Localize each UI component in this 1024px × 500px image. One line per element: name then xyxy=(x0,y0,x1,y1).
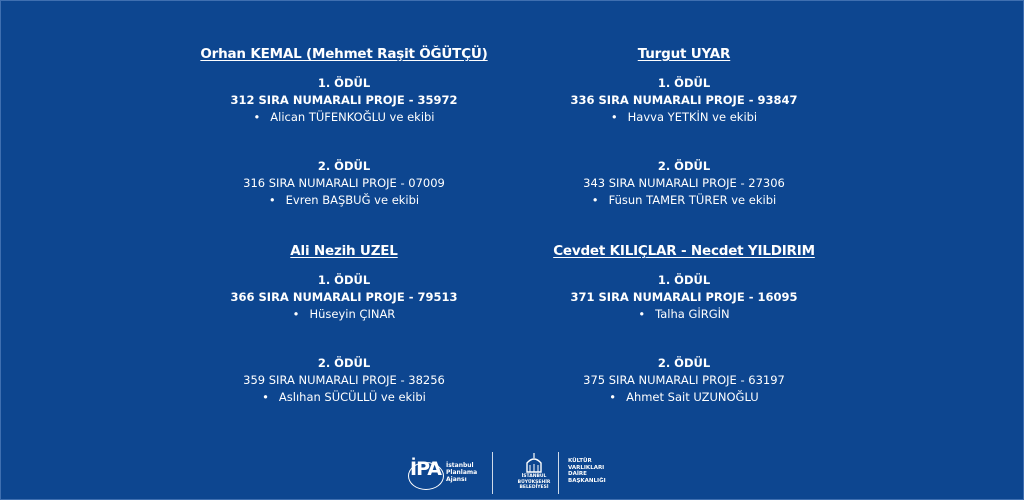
winner-name: • Hüseyin ÇINAR xyxy=(174,306,514,323)
award-label: 2. ÖDÜL xyxy=(657,159,711,173)
block-title: Turgut UYAR xyxy=(637,46,731,62)
kvdb-logo xyxy=(568,458,606,484)
ibb-line: BÜYÜKŞEHİR xyxy=(517,479,551,485)
kvdb-line: VARLIKLARI xyxy=(568,464,605,471)
award-first xyxy=(514,75,854,126)
ipa-line: Ajansı xyxy=(446,476,467,483)
award-second xyxy=(174,158,514,209)
block-title: Orhan KEMAL (Mehmet Raşit ÖĞÜTÇÜ) xyxy=(200,46,488,62)
kvdb-line: DAİRE xyxy=(568,471,587,477)
winner-name: • Talha GİRGİN xyxy=(514,306,854,323)
ipa-name xyxy=(446,462,477,483)
award-block-cevdet-kilinclar xyxy=(514,243,854,406)
award-label: 1. ÖDÜL xyxy=(317,273,371,287)
winner-name: • Havva YETKİN ve ekibi xyxy=(514,109,854,126)
footer-logos xyxy=(410,452,640,494)
award-second xyxy=(174,355,514,406)
project-number: 343 SIRA NUMARALI PROJE - 27306 xyxy=(583,176,785,190)
kvdb-line: KÜLTÜR xyxy=(568,458,592,464)
winner-name: • Füsun TAMER TÜRER ve ekibi xyxy=(514,192,854,209)
winner-name: • Evren BAŞBUĞ ve ekibi xyxy=(174,192,514,209)
winner-name: • Aslıhan SÜCÜLLÜ ve ekibi xyxy=(174,389,514,406)
project-number: 316 SIRA NUMARALI PROJE - 07009 xyxy=(243,176,445,190)
logo-separator xyxy=(558,452,559,494)
ipa-line: Planlama xyxy=(446,469,478,476)
kvdb-line: BAŞKANLIĞI xyxy=(568,477,606,484)
block-title: Cevdet KILIÇLAR - Necdet YILDIRIM xyxy=(553,243,815,259)
ipa-logo xyxy=(410,454,480,492)
ibb-emblem-icon xyxy=(524,452,544,474)
winner-name: • Alican TÜFENKOĞLU ve ekibi xyxy=(174,109,514,126)
award-first xyxy=(174,75,514,126)
project-number: 312 SIRA NUMARALI PROJE - 35972 xyxy=(230,93,458,107)
block-title: Ali Nezih UZEL xyxy=(290,243,398,259)
project-number: 366 SIRA NUMARALI PROJE - 79513 xyxy=(230,290,458,304)
award-block-ali-nezih-uzel xyxy=(174,243,514,406)
award-label: 1. ÖDÜL xyxy=(657,273,711,287)
ibb-line: İSTANBUL xyxy=(521,474,547,479)
project-number: 336 SIRA NUMARALI PROJE - 93847 xyxy=(570,93,798,107)
ibb-line: BELEDİYESİ xyxy=(519,485,549,490)
award-block-orhan-kemal xyxy=(174,46,514,209)
ipa-mark: İPA xyxy=(410,458,441,480)
award-first xyxy=(514,272,854,323)
award-label: 1. ÖDÜL xyxy=(657,76,711,90)
award-second xyxy=(514,158,854,209)
award-first xyxy=(174,272,514,323)
ibb-logo xyxy=(508,452,560,494)
award-label: 2. ÖDÜL xyxy=(317,356,371,370)
award-label: 1. ÖDÜL xyxy=(317,76,371,90)
winner-name: • Ahmet Sait UZUNOĞLU xyxy=(514,389,854,406)
project-number: 371 SIRA NUMARALI PROJE - 16095 xyxy=(570,290,798,304)
logo-separator xyxy=(492,452,493,494)
award-second xyxy=(514,355,854,406)
award-block-turgut-uyar xyxy=(514,46,854,209)
award-label: 2. ÖDÜL xyxy=(657,356,711,370)
award-label: 2. ÖDÜL xyxy=(317,159,371,173)
ipa-line: İstanbul xyxy=(446,462,474,469)
ibb-name xyxy=(508,474,560,491)
project-number: 359 SIRA NUMARALI PROJE - 38256 xyxy=(243,373,445,387)
project-number: 375 SIRA NUMARALI PROJE - 63197 xyxy=(583,373,785,387)
